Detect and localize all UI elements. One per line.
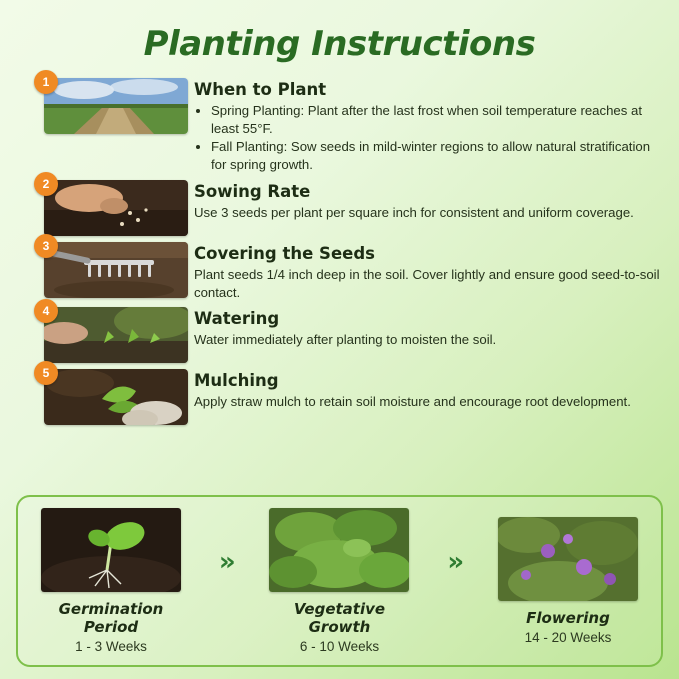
timeline-phase [264,508,414,654]
step-body [194,180,661,222]
step-bullet: • Spring Planting: Plant after the last frost when soil temperature reaches at least 55°F. [211,102,661,137]
step-number-badge: 1 [34,70,58,94]
step-number-badge: 2 [34,172,58,196]
step-thumbnail-wrap [34,239,178,298]
step-body [194,369,661,411]
step-item [34,304,661,363]
phase-duration: 6 - 10 Weeks [299,639,380,654]
timeline-phase [493,517,643,645]
step-thumbnail-wrap [34,75,178,134]
rake-on-soil-photo [44,242,188,298]
page-title: Planting Instructions [143,24,536,64]
step-thumbnail-wrap [34,177,178,236]
step-bullets [194,102,661,173]
step-number-badge: 4 [34,299,58,323]
step-heading: Sowing Rate [194,182,311,202]
step-body [194,242,661,301]
watering-seedlings-photo [44,307,188,363]
step-thumbnail-wrap [34,366,178,425]
step-description: Plant seeds 1/4 inch deep in the soil. Cover lightly and ensure good seed-to-soil contact. [194,267,660,300]
step-item [34,366,661,425]
purple-flowers-photo [498,517,638,601]
sprouting-seed-photo [41,508,181,592]
phase-name: Vegetative Growth [293,600,386,636]
phase-name: Flowering [526,609,610,627]
step-item [34,239,661,301]
step-body [194,78,661,174]
growth-timeline [16,495,663,667]
step-description: Use 3 seeds per plant per square inch for consistent and uniform coverage. [194,205,634,221]
step-heading: Covering the Seeds [194,244,375,264]
phase-duration: 14 - 20 Weeks [524,630,612,645]
green-foliage-photo [269,508,409,592]
phase-name: Germination Period [58,600,164,636]
chevron-right-icon: » [218,547,232,577]
chevron-right-icon: » [447,547,461,577]
steps-list [0,75,679,425]
mulching-hands-photo [44,369,188,425]
step-bullet: • Fall Planting: Sow seeds in mild-winter regions to allow natural stratification for spring growth. [211,138,661,173]
step-description: Water immediately after planting to moisten the soil. [194,332,497,348]
phase-duration: 1 - 3 Weeks [75,639,147,654]
step-number-badge: 5 [34,361,58,385]
step-item [34,75,661,174]
step-item [34,177,661,236]
field-path-photo [44,78,188,134]
step-number-badge: 3 [34,234,58,258]
step-heading: Mulching [194,371,279,391]
step-heading: When to Plant [194,80,327,99]
hand-sowing-seeds-photo [44,180,188,236]
timeline-phase [36,508,186,654]
step-description: Apply straw mulch to retain soil moisture and encourage root development. [194,394,631,410]
step-body [194,307,661,349]
step-thumbnail-wrap [34,304,178,363]
step-heading: Watering [194,309,280,329]
